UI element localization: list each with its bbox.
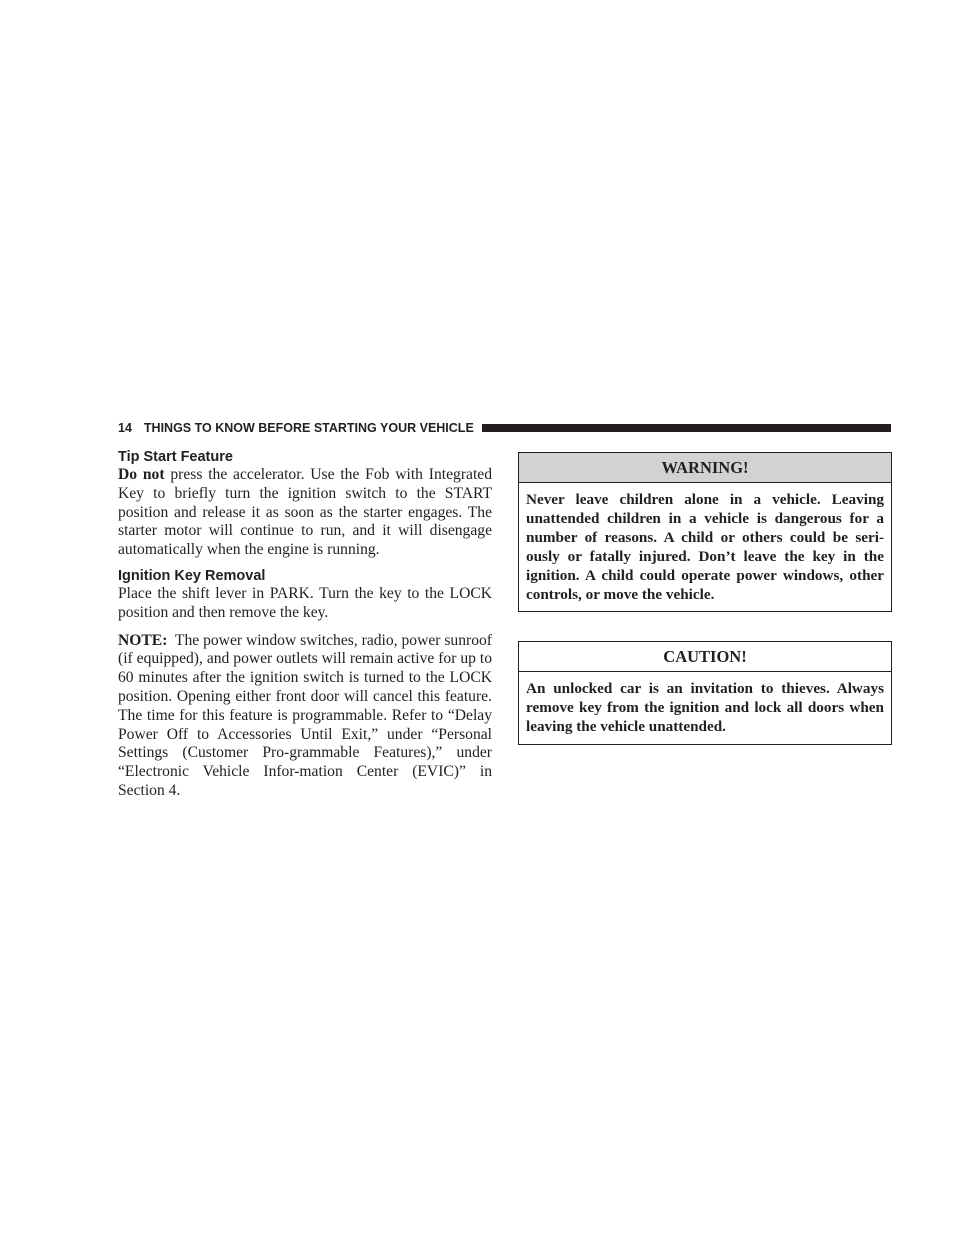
note-text: The power window switches, radio, power sunroof (if equipped), and power outlets will remain active for up to 60 minutes after the ignition switch is turned to the LOCK position. Opening either front door will cancel this feature. The time for this feature is programmable. Refer to “Delay Power Off to Accessories Until Exit,” under “Personal Settings (Customer Pro-grammable Features),” under “Electronic Vehicle Infor-mation Center (EVIC)” in Section 4. (118, 631, 496, 799)
tip-start-bold-lead: Do not (118, 466, 165, 483)
ignition-key-removal-paragraph: Place the shift lever in PARK. Turn the key to the LOCK position and then remove the key. (118, 584, 492, 621)
caution-box (518, 641, 892, 745)
tip-start-text: press the accelerator. Use the Fob with Integrated Key to briefly turn the ignition switch to the START position and release it as soon as the starter engages. The starter motor will continue to run, and it will disengage automatically when the engine is running. (118, 466, 492, 559)
left-column (118, 448, 496, 801)
header-rule (482, 424, 891, 432)
caution-title: CAUTION! (519, 642, 891, 672)
note-label: NOTE: (118, 631, 168, 649)
tip-start-heading: Tip Start Feature (118, 449, 233, 465)
warning-title: WARNING! (519, 453, 891, 483)
warning-text: Never leave children alone in a vehicle. Leaving unattended children in a vehicle is dangerous for a number of reasons. A child or others could be seri-ously or fatally injured. Don’t leave the key in the ignition. A child could operate power windows, other controls, or move the vehicle. (526, 491, 884, 603)
ignition-key-removal-heading: Ignition Key Removal (118, 567, 266, 584)
page-number: 14 (118, 421, 132, 435)
page-header (118, 419, 891, 437)
warning-box (518, 452, 892, 612)
tip-start-paragraph (118, 466, 492, 560)
caution-text: An unlocked car is an invitation to thieves. Always remove key from the ignition and lock all doors when leaving the vehicle unattended. (526, 680, 884, 735)
note-paragraph (118, 631, 496, 801)
section-title: THINGS TO KNOW BEFORE STARTING YOUR VEHICLE (143, 421, 474, 435)
